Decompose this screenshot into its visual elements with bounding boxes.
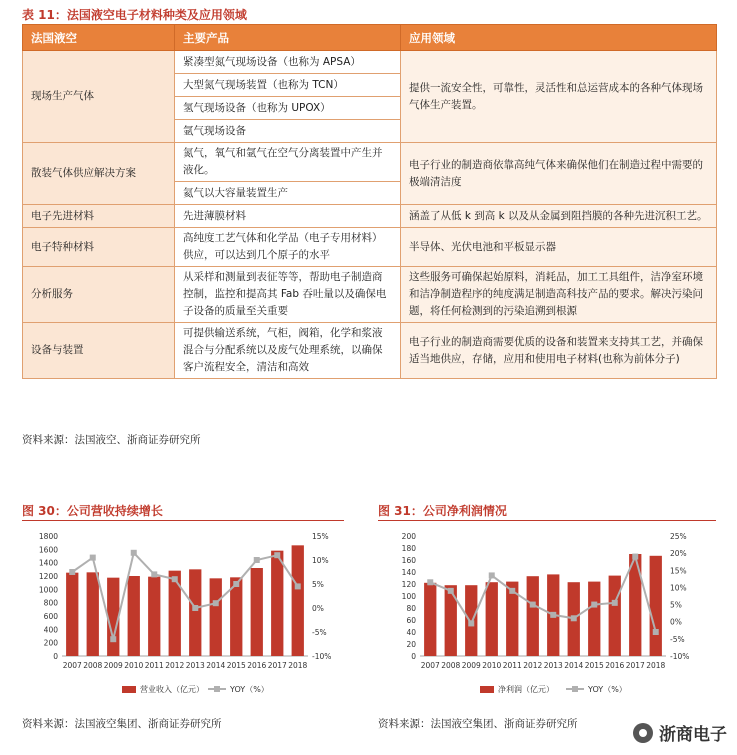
yoy-point [530,602,536,608]
materials-table [22,24,717,379]
legend-swatch-bars [122,686,136,693]
bar [650,556,662,656]
bar [609,576,621,656]
bar [271,551,283,656]
figure-30-source: 资料来源：法国液空集团、浙商证券研究所 [22,718,222,730]
yoy-point [172,576,178,582]
table-row [23,51,717,74]
legend-swatch-marker [214,686,220,692]
y-right-tick-label: 0% [670,617,682,627]
y-left-tick-label: 120 [401,580,416,589]
application-cell: 这些服务可确保起始原料，消耗品，加工工具组件，洁净室环境和洁净制造程序的纯度满足制造高科技产品的要求。解决污染问题，将任何检测到的污染追溯到根源 [401,267,717,323]
x-tick-label: 2007 [420,661,440,670]
bar [148,577,160,656]
table-row [23,267,717,323]
bar [588,582,600,656]
y-right-tick-label: -10% [312,652,332,661]
y-left-tick-label: 1800 [38,532,58,541]
product-cell: 氩气现场设备 [175,120,401,143]
figure-31-rule [378,520,716,521]
y-right-tick-label: 25% [670,532,687,541]
application-cell: 电子行业的制造商依靠高纯气体来确保他们在制造过程中需要的极端清洁度 [401,143,717,205]
product-cell: 大型氮气现场装置（也称为 TCN） [175,74,401,97]
x-tick-label: 2009 [461,661,481,670]
y-right-tick-label: -5% [312,628,327,637]
category-cell: 散装气体供应解决方案 [23,143,175,205]
y-right-tick-label: 10% [670,583,687,593]
header-company: 法国液空 [23,25,175,51]
bar [87,572,99,656]
x-tick-label: 2018 [288,661,308,670]
x-tick-label: 2011 [144,661,164,670]
y-right-tick-label: -10% [670,652,690,661]
table-row [23,323,717,379]
y-left-tick-label: 60 [406,616,416,625]
yoy-point [427,579,433,585]
x-tick-label: 2016 [605,661,625,670]
y-right-tick-label: 0% [312,604,324,613]
table-source: 资料来源：法国液空、浙商证券研究所 [22,434,201,446]
x-tick-label: 2008 [83,661,103,670]
y-right-tick-label: 15% [670,566,687,576]
x-tick-label: 2010 [124,661,144,670]
yoy-point [151,571,157,577]
bar [251,568,263,656]
application-cell: 涵盖了从低 k 到高 k 以及从金属到阻挡膜的各种先进沉积工艺。 [401,205,717,228]
y-left-tick-label: 40 [406,628,416,637]
figure-30-title: 图 30：公司营收持续增长 [22,504,163,518]
y-left-tick-label: 400 [43,625,58,635]
y-left-tick-label: 1200 [38,572,58,581]
yoy-point [254,557,260,563]
table-row [23,143,717,182]
watermark-text: 浙商电子 [659,725,727,745]
yoy-point [632,554,638,560]
watermark [633,720,727,745]
yoy-point [448,588,454,594]
yoy-point [110,636,116,642]
yoy-point [612,600,618,606]
table-header-row [23,25,717,51]
y-left-tick-label: 1600 [38,545,58,555]
yoy-point [131,550,137,556]
bar [189,569,201,656]
yoy-point [192,605,198,611]
yoy-point [90,555,96,561]
wechat-logo-icon [633,723,653,743]
legend-swatch-bars [480,686,494,693]
x-tick-label: 2010 [482,661,502,670]
y-left-tick-label: 800 [43,598,58,608]
category-cell: 电子特种材料 [23,228,175,267]
x-tick-label: 2009 [103,661,123,670]
y-right-tick-label: 5% [670,600,682,610]
application-cell: 电子行业的制造商需要优质的设备和装置来支持其工艺，并确保适当地供应，存储，应用和使用电子材料(也称为前体分子) [401,323,717,379]
yoy-line [72,553,298,639]
product-cell: 氢气现场设备（也称为 UPOX） [175,97,401,120]
y-left-tick-label: 180 [401,544,416,553]
bar [66,573,78,656]
product-cell: 紧凑型氮气现场设备（也称为 APSA） [175,51,401,74]
legend-swatch-marker [572,686,578,692]
yoy-point [489,572,495,578]
y-right-tick-label: 5% [312,580,324,589]
product-cell: 氮气，氧气和氩气在空气分离装置中产生并液化。 [175,143,401,182]
table-title: 表 11：法国液空电子材料种类及应用领域 [22,8,247,22]
yoy-point [468,620,474,626]
y-right-tick-label: 10% [312,556,329,565]
header-applications: 应用领域 [401,25,717,51]
yoy-point [69,569,75,575]
x-tick-label: 2017 [625,661,645,670]
x-tick-label: 2017 [267,661,287,670]
y-left-tick-label: 160 [401,556,416,565]
y-right-tick-label: -5% [670,634,685,644]
yoy-point [571,615,577,621]
revenue-chart [18,526,358,716]
figure-31-source: 资料来源：法国液空集团、浙商证券研究所 [378,718,578,730]
x-tick-label: 2012 [523,661,543,670]
yoy-point [550,612,556,618]
x-tick-label: 2014 [206,661,226,670]
category-cell: 设备与装置 [23,323,175,379]
x-tick-label: 2015 [584,661,604,670]
x-tick-label: 2007 [62,661,82,670]
product-cell: 可提供输送系统，气柜，阀箱，化学和浆液混合与分配系统以及废气处理系统，以确保客户流程安全，清洁和高效 [175,323,401,379]
legend-label: YOY（%） [230,685,269,694]
x-tick-label: 2014 [564,661,584,670]
category-cell: 电子先进材料 [23,205,175,228]
bar [486,582,498,656]
y-left-tick-label: 1400 [38,558,58,568]
bar [424,583,436,656]
yoy-point [274,552,280,558]
bar [128,576,140,656]
y-left-tick-label: 1000 [38,585,58,595]
legend-label: YOY（%） [588,685,627,694]
table-row [23,228,717,267]
y-left-tick-label: 80 [406,604,416,613]
x-tick-label: 2013 [185,661,205,670]
yoy-line [430,557,656,632]
legend-label: 净利润（亿元） [498,685,554,694]
category-cell: 现场生产气体 [23,51,175,143]
legend-label: 营业收入（亿元） [140,685,204,694]
y-left-tick-label: 200 [401,532,416,541]
x-tick-label: 2018 [646,661,666,670]
figure-31-title: 图 31：公司净利润情况 [378,504,507,518]
product-cell: 高纯度工艺气体和化学品（电子专用材料）供应，可以达到几个原子的水平 [175,228,401,267]
y-left-tick-label: 140 [401,568,416,577]
bar [169,571,181,656]
x-tick-label: 2016 [247,661,267,670]
yoy-point [509,588,515,594]
category-cell: 分析服务 [23,267,175,323]
bar [292,545,304,656]
net-profit-chart [376,526,716,716]
y-left-tick-label: 0 [411,652,416,661]
bar [210,578,222,656]
x-tick-label: 2015 [226,661,246,670]
x-tick-label: 2013 [543,661,563,670]
yoy-point [233,581,239,587]
product-cell: 氦气以大容量装置生产 [175,182,401,205]
figure-30-rule [22,520,344,521]
y-right-tick-label: 15% [312,532,329,541]
yoy-point [653,629,659,635]
application-cell: 提供一流安全性，可靠性，灵活性和总运营成本的各种气体现场气体生产装置。 [401,51,717,143]
yoy-point [213,600,219,606]
y-left-tick-label: 600 [43,612,58,621]
table-row [23,205,717,228]
x-tick-label: 2008 [441,661,461,670]
x-tick-label: 2012 [165,661,185,670]
yoy-point [295,583,301,589]
y-left-tick-label: 200 [43,638,58,648]
product-cell: 从采样和测量到表征等等，帮助电子制造商控制，监控和提高其 Fab 吞吐量以及确保电子设备的质量至关重要 [175,267,401,323]
y-left-tick-label: 100 [401,592,416,601]
y-right-tick-label: 20% [670,549,687,559]
application-cell: 半导体、光伏电池和平板显示器 [401,228,717,267]
bar [527,576,539,656]
product-cell: 先进薄膜材料 [175,205,401,228]
yoy-point [591,602,597,608]
y-left-tick-label: 20 [406,640,416,649]
header-products: 主要产品 [175,25,401,51]
y-left-tick-label: 0 [53,652,58,661]
x-tick-label: 2011 [502,661,522,670]
